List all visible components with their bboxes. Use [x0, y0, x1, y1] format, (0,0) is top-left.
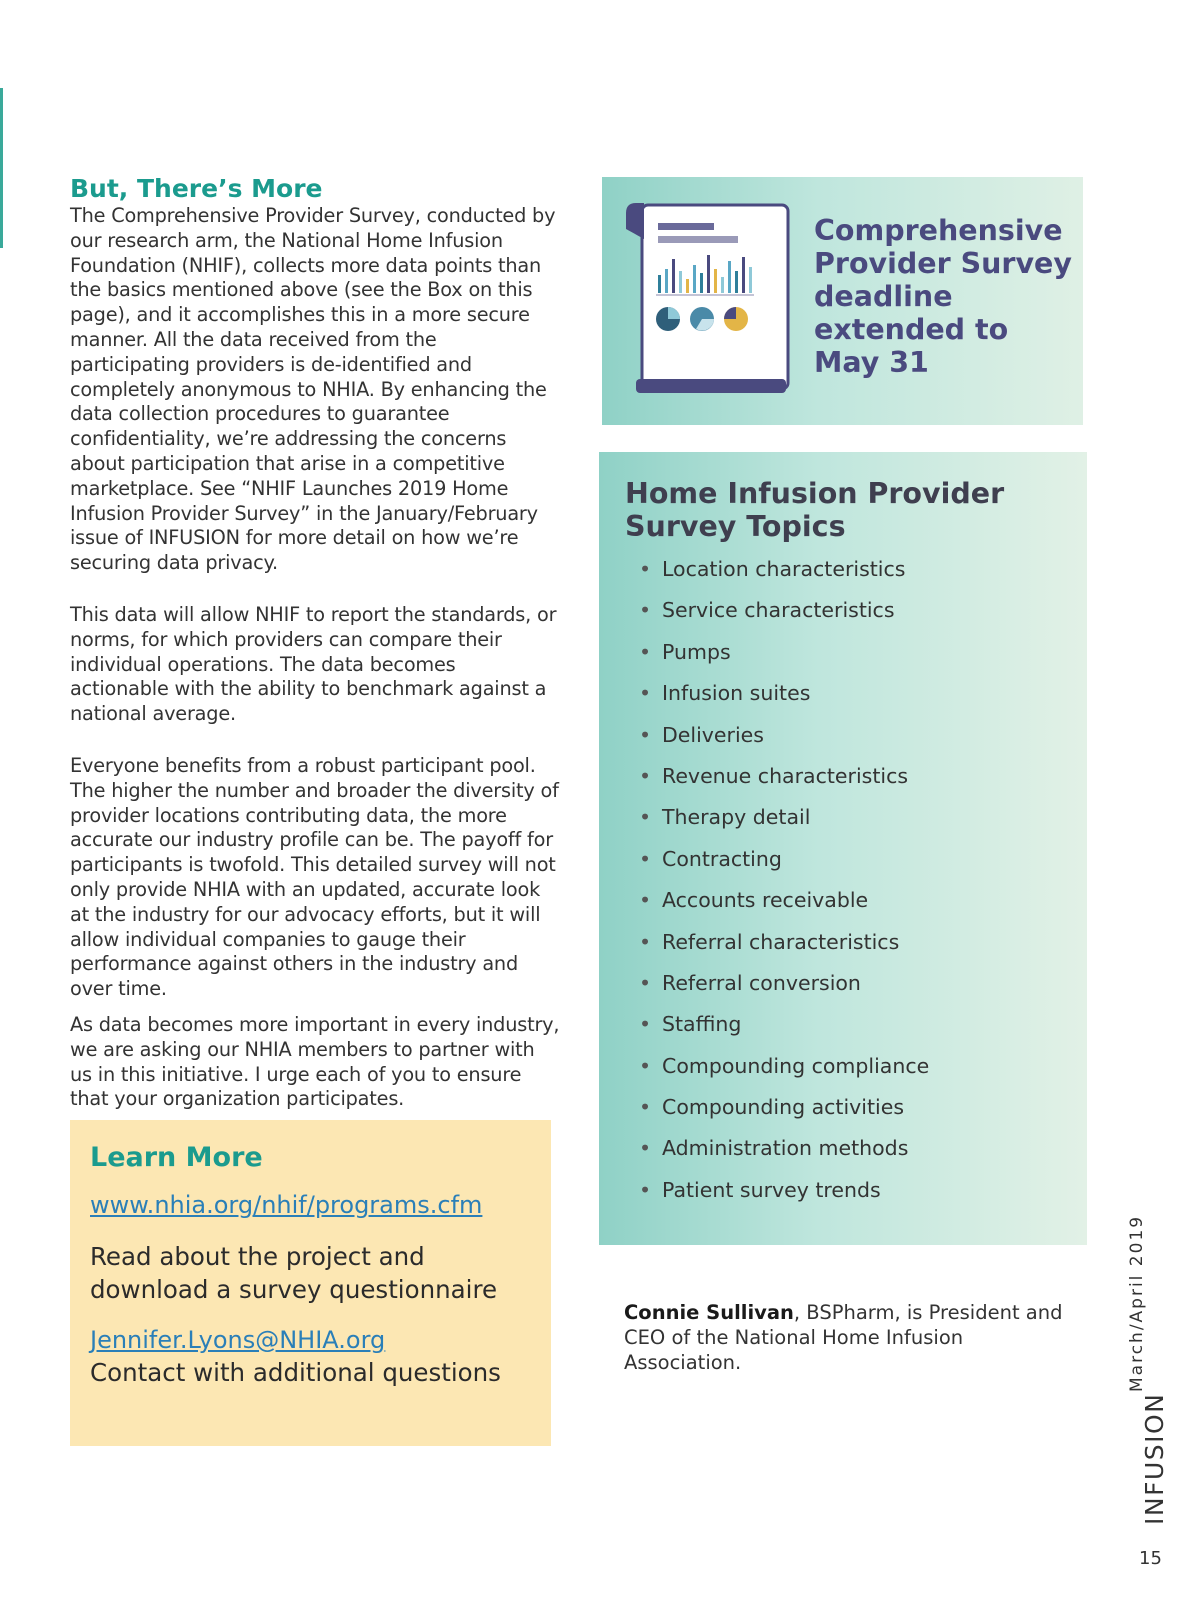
survey-topics-box	[599, 452, 1087, 1245]
paragraph-3: Everyone benefits from a robust participant pool. The higher the number and broader the diversity of provider locations contributing data, the more accurate our industry profile can be. The payoff for participants is twofold. This detailed survey will not only provide NHIA with an updated, accurate look at the industry for our advocacy efforts, but it will allow individual companies to gauge their performance against others in the industry and over time.	[70, 753, 559, 1001]
contact-email-link[interactable]: Jennifer.Lyons@NHIA.org	[90, 1326, 386, 1354]
list-item	[625, 1095, 1061, 1136]
magazine-logo: INFUSION	[1140, 1392, 1169, 1525]
bullet-icon: •	[639, 1053, 652, 1078]
topic-label: Compounding activities	[662, 1095, 905, 1120]
bullet-icon: •	[639, 805, 652, 830]
list-item	[625, 971, 1061, 1012]
topic-label: Administration methods	[662, 1136, 909, 1161]
bullet-icon: •	[639, 929, 652, 954]
list-item	[625, 1054, 1061, 1095]
topic-label: Staffing	[662, 1012, 742, 1037]
list-item	[625, 847, 1061, 888]
list-item	[625, 681, 1061, 722]
list-item	[625, 1012, 1061, 1053]
list-item	[625, 805, 1061, 846]
bullet-icon: •	[639, 639, 652, 664]
deadline-callout	[602, 177, 1083, 425]
topic-label: Contracting	[662, 846, 782, 871]
section-heading: But, There’s More	[70, 174, 323, 203]
list-item	[625, 1136, 1061, 1177]
bullet-icon: •	[639, 846, 652, 871]
deadline-text: Comprehensive Provider Survey deadline extended to May 31	[814, 214, 1072, 379]
paragraph-2: This data will allow NHIF to report the standards, or norms, for which providers can compare their individual operations. The data becomes actionable with the ability to benchmark against a national average.	[70, 602, 557, 726]
paragraph-1: The Comprehensive Provider Survey, conducted by our research arm, the National Home Infusion Foundation (NHIF), collects more data points than the basics mentioned above (see the Box on this page), and it accomplishes this in a more secure manner. All the data received from the participating providers is de-identified and completely anonymous to NHIA. By enhancing the data collection procedures to guarantee confidentiality, we’re addressing the concerns about participation that arise in a competitive marketplace. See “NHIF Launches 2019 Home Infusion Provider Survey” in the January/February issue of INFUSION for more detail on how we’re securing data privacy.	[70, 204, 556, 575]
author-description: , BSPharm, is President and CEO of the National Home Infusion Association.	[624, 1301, 1063, 1374]
bullet-icon: •	[639, 970, 652, 995]
bullet-icon: •	[639, 598, 652, 623]
list-item	[625, 930, 1061, 971]
bullet-icon: •	[639, 1095, 652, 1120]
issue-date: March/April 2019	[1127, 1214, 1147, 1392]
list-item	[625, 1178, 1061, 1219]
article-body	[70, 174, 560, 1139]
topics-list	[625, 557, 1061, 1219]
bullet-icon: •	[639, 1177, 652, 1202]
contact-description: Contact with additional questions	[90, 1358, 501, 1387]
list-item	[625, 764, 1061, 805]
topic-label: Referral characteristics	[662, 929, 900, 954]
bullet-icon: •	[639, 763, 652, 788]
list-item	[625, 723, 1061, 764]
topic-label: Infusion suites	[662, 681, 811, 706]
list-item	[625, 888, 1061, 929]
bullet-icon: •	[639, 722, 652, 747]
bullet-icon: •	[639, 681, 652, 706]
topic-label: Referral conversion	[662, 970, 861, 995]
paragraph-4: As data becomes more important in every industry, we are asking our NHIA members to partner with us in this initiative. I urge each of you to ensure that your organization participates.	[70, 1012, 560, 1111]
topic-label: Pumps	[662, 639, 731, 664]
bullet-icon: •	[639, 888, 652, 913]
author-name: Connie Sullivan	[624, 1301, 794, 1324]
author-bio	[624, 1300, 1084, 1375]
topics-title: Home Infusion Provider Survey Topics	[625, 477, 1005, 543]
bullet-icon: •	[639, 557, 652, 581]
programs-link[interactable]: www.nhia.org/nhif/programs.cfm	[90, 1191, 483, 1219]
topic-label: Revenue characteristics	[662, 763, 909, 788]
programs-description: Read about the project and download a survey questionnaire	[90, 1242, 498, 1304]
page-number: 15	[1139, 1548, 1162, 1569]
topic-label: Patient survey trends	[662, 1177, 881, 1202]
list-item	[625, 640, 1061, 681]
page-edge-accent	[0, 88, 3, 248]
list-item	[625, 557, 1061, 598]
survey-document-icon	[620, 199, 800, 399]
learn-more-box	[70, 1120, 551, 1446]
topic-label: Accounts receivable	[662, 888, 869, 913]
learn-more-title: Learn More	[90, 1142, 263, 1173]
bullet-icon: •	[639, 1136, 652, 1161]
list-item	[625, 598, 1061, 639]
topic-label: Compounding compliance	[662, 1053, 930, 1078]
topic-label: Deliveries	[662, 722, 764, 747]
bullet-icon: •	[639, 1012, 652, 1037]
topic-label: Service characteristics	[662, 598, 895, 623]
topic-label: Location characteristics	[662, 557, 906, 581]
topic-label: Therapy detail	[662, 805, 811, 830]
